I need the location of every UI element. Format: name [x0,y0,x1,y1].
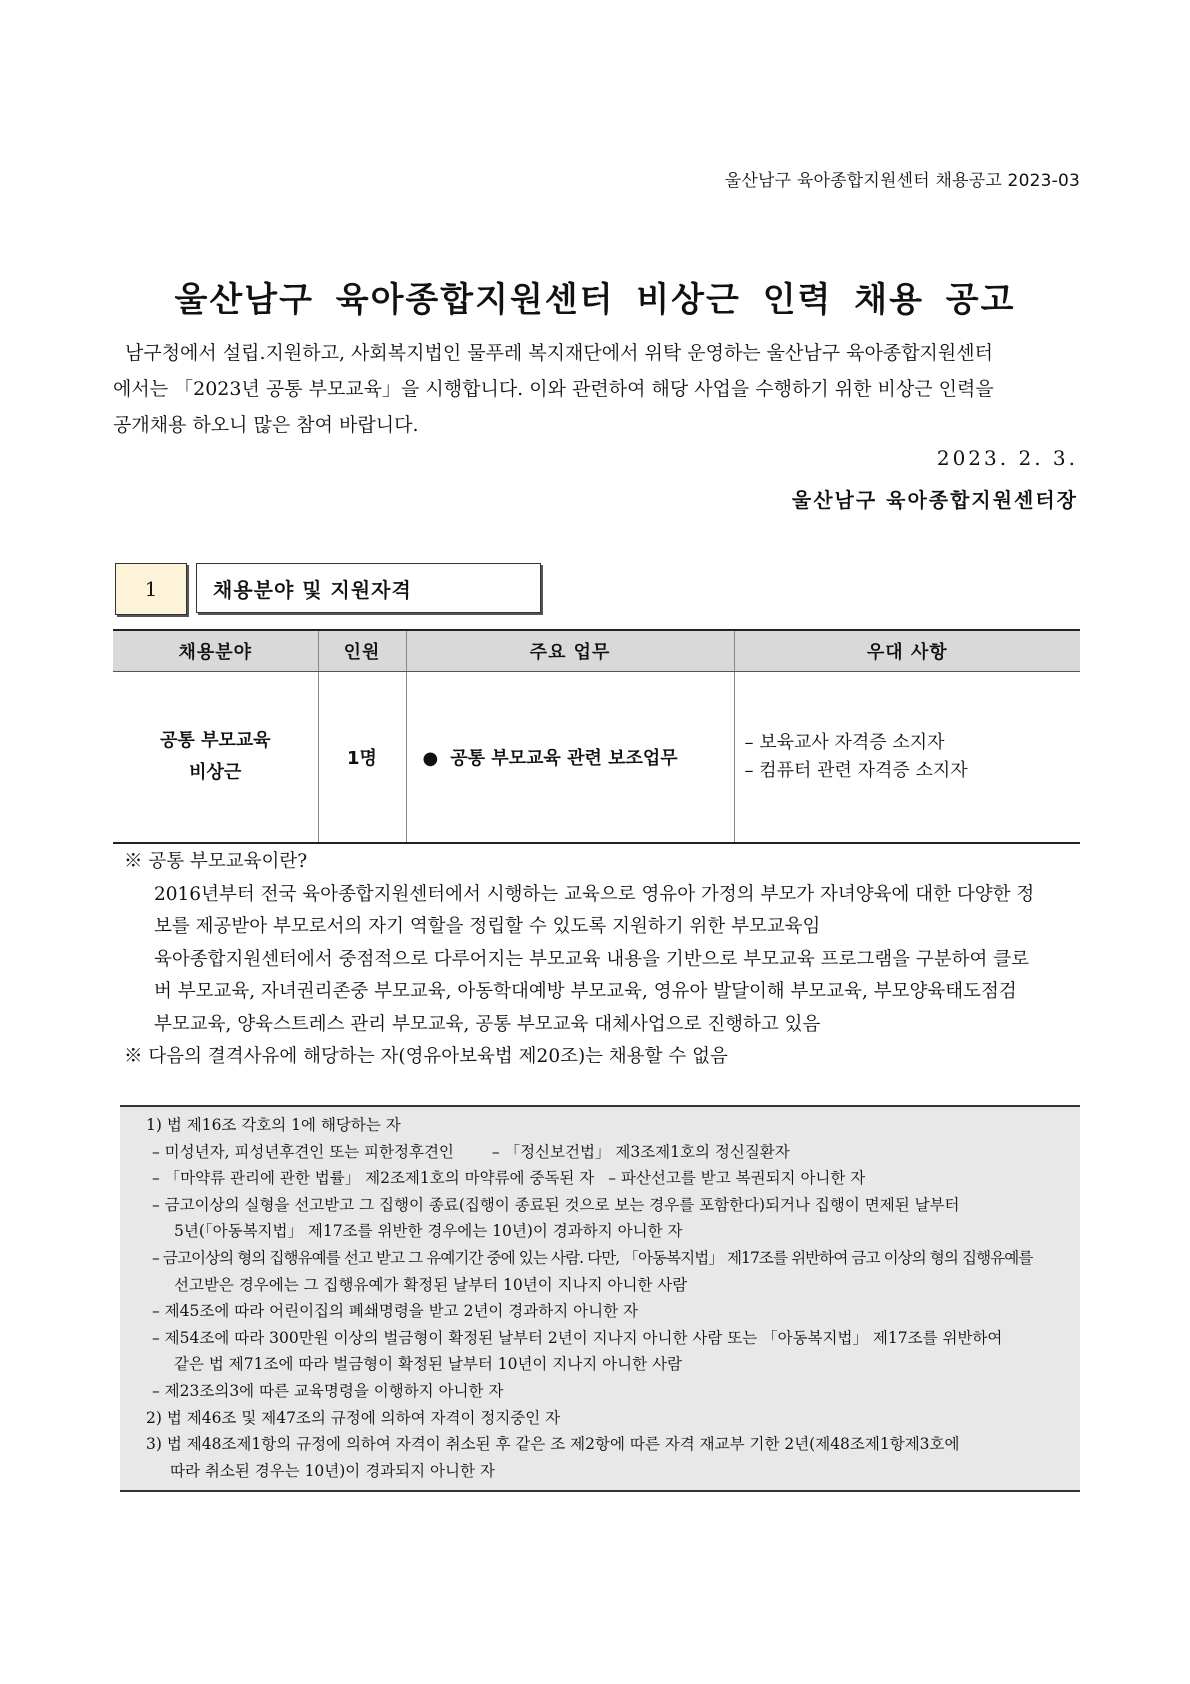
disq-subitem-row [140,1139,1068,1166]
announcement-date: 2023. 2. 3. [936,446,1078,470]
disq-subitem: – 파산선고를 받고 복권되지 아니한 자 [608,1169,866,1188]
note-title: ※ 다음의 결격사유에 해당하는 자(영유아보육법 제20조)는 채용할 수 없음 [124,1046,728,1067]
note-title: ※ 공통 부모교육이란? [124,851,308,872]
header-duty: 주요 업무 [406,630,734,672]
intro-line: 공개채용 하오니 많은 참여 바랍니다. [113,414,419,436]
disq-subitem: – 금고이상의 실형을 선고받고 그 집행이 종료(집행이 종료된 것으로 보는 경우를 포함한다)되거나 집행이 면제된 날부터 [152,1195,960,1214]
preference-item: – 컴퓨터 관련 자격증 소지자 [744,760,968,781]
header-count: 인원 [318,630,406,672]
disq-subitem: 5년(「아동복지법」 제17조를 위반한 경우에는 10년)이 경과하지 아니한 자 [174,1222,683,1241]
note-line: 2016년부터 전국 육아종합지원센터에서 시행하는 교육으로 영유아 가정의 부모가 자녀양육에 대한 다양한 정 [154,883,1035,905]
note-line: 육아종합지원센터에서 중점적으로 다루어지는 부모교육 내용을 기반으로 부모교육 프로그램을 구분하여 클로 [154,948,1029,970]
note-line: 부모교육, 양육스트레스 관리 부모교육, 공통 부모교육 대체사업으로 진행하고 있음 [154,1013,821,1035]
disq-subitem: – 「정신보건법」 제3조제1호의 정신질환자 [491,1142,790,1161]
cell-preference [734,672,1080,844]
disq-subitem: 선고받은 경우에는 그 집행유예가 확정된 날부터 10년이 지나지 아니한 사람 [174,1275,688,1294]
disq-item: 1) 법 제16조 각호의 1에 해당하는 자 [146,1116,401,1134]
note-line: 버 부모교육, 자녀권리존중 부모교육, 아동학대예방 부모교육, 영유아 발달이해 부모교육, 부모양육태도점검 [154,981,1017,1002]
intro-line: 남구청에서 설립.지원하고, 사회복지법인 물푸레 복지재단에서 위탁 운영하는 울산남구 육아종합지원센터 [125,342,993,364]
table-header-row [113,630,1080,672]
disq-subitem: 같은 법 제71조에 따라 벌금형이 확정된 날부터 10년이 지나지 아니한 사람 [174,1355,682,1374]
disq-subitem: – 제45조에 따라 어린이집의 폐쇄명령을 받고 2년이 경과하지 아니한 자 [152,1302,638,1321]
header-field: 채용분야 [113,630,318,672]
field-line: 공통 부모교육 [159,730,271,751]
announcement-reference: 울산남구 육아종합지원센터 채용공고 2023-03 [724,171,1080,191]
duty-text: 공통 부모교육 관련 보조업무 [450,748,678,769]
issuer-name: 울산남구 육아종합지원센터장 [791,488,1078,512]
disq-item: 2) 법 제46조 및 제47조의 규정에 의하여 자격이 정지중인 자 [146,1408,561,1427]
preference-item: – 보육교사 자격증 소지자 [744,732,945,753]
disq-subitem: – 제23조의3에 따른 교육명령을 이행하지 아니한 자 [152,1381,504,1400]
disqualification-box [120,1105,1080,1492]
disq-item: 3) 법 제48조제1항의 규정에 의하여 자격이 취소된 후 같은 조 제2항에 따른 자격 재교부 기한 2년(제48조제1항제3호에 [146,1435,960,1454]
table-row [113,672,1080,844]
notes-section [124,846,1084,1074]
note-line: 보를 제공받아 부모로서의 자기 역할을 정립할 수 있도록 지원하기 위한 부모교육임 [154,916,821,937]
cell-count: 1명 [318,672,406,844]
field-line: 비상근 [189,762,242,783]
page-title: 울산남구 육아종합지원센터 비상근 인력 채용 공고 [174,280,1016,320]
intro-paragraph [113,335,1078,443]
bullet-icon: ● [422,748,439,769]
disq-item: 따라 취소된 경우는 10년)이 경과되지 아니한 자 [170,1461,495,1480]
cell-field [113,672,318,844]
disq-subitem: – 미성년자, 피성년후견인 또는 피한정후견인 [152,1142,454,1161]
section-number: 1 [115,563,187,615]
disq-subitem: – 「마약류 관리에 관한 법률」 제2조제1호의 마약류에 중독된 자 [152,1169,595,1188]
cell-duty [406,672,734,844]
section-title: 채용분야 및 지원자격 [196,563,541,613]
disq-subitem: – 제54조에 따라 300만원 이상의 벌금형이 확정된 날부터 2년이 지나지 아니한 사람 또는 「아동복지법」 제17조를 위반하여 [152,1328,1003,1347]
disq-subitem: – 금고이상의 형의 집행유예를 선고 받고 그 유예기간 중에 있는 사람. 다만, 「아동복지법」 제17조를 위반하여 금고 이상의 형의 집행유예를 [152,1248,1033,1267]
header-preference: 우대 사항 [734,630,1080,672]
disq-subitem-row [140,1165,1068,1192]
recruitment-table [113,629,1080,844]
intro-line: 에서는 「2023년 공통 부모교육」을 시행합니다. 이와 관련하여 해당 사업을 수행하기 위한 비상근 인력을 [113,378,994,400]
